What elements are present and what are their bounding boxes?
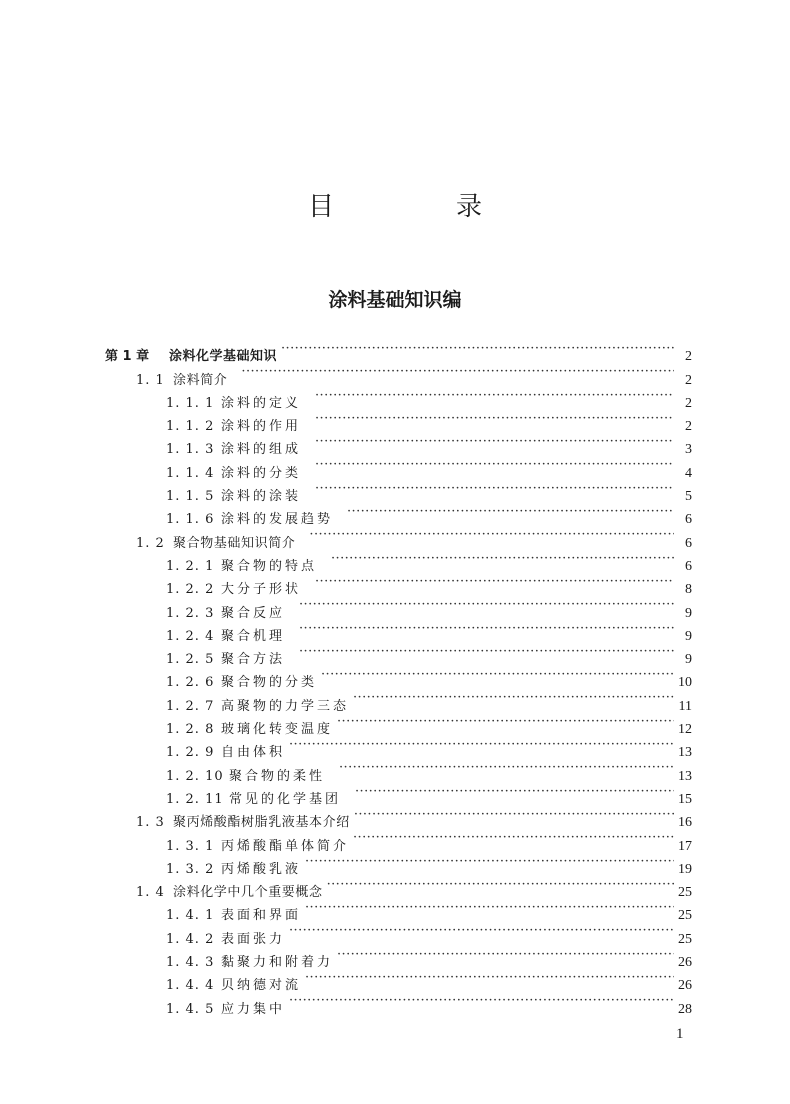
toc-dot-leader bbox=[353, 686, 674, 709]
toc-entry-page: 25 bbox=[678, 885, 692, 901]
section-title: 涂料基础知识编 bbox=[328, 289, 462, 311]
toc-dot-leader bbox=[339, 756, 674, 779]
toc-entry-number: 1. 3. 2 bbox=[166, 861, 215, 877]
toc-entry-number: 1. 1. 1 bbox=[166, 395, 215, 411]
toc-entry-title: 丙烯酸乳液 bbox=[221, 861, 302, 877]
toc-dot-leader bbox=[354, 803, 674, 826]
toc-entry-title: 涂料的作用 bbox=[221, 419, 302, 435]
toc-entry-page: 15 bbox=[678, 791, 692, 807]
toc-dot-leader bbox=[337, 943, 674, 966]
toc-entry-number: 1. 2. 11 bbox=[166, 791, 224, 807]
toc-entry-title: 应力集中 bbox=[221, 1001, 286, 1017]
toc-entry-title: 表面张力 bbox=[221, 931, 286, 947]
toc-entry-number: 1. 1. 6 bbox=[166, 512, 215, 528]
toc-entry-title: 高聚物的力学三态 bbox=[221, 698, 350, 714]
toc-dot-leader bbox=[337, 710, 674, 733]
toc-dot-leader bbox=[315, 430, 674, 453]
toc-entry-page: 13 bbox=[678, 745, 692, 761]
toc-dot-leader bbox=[289, 733, 674, 756]
toc-entry-number: 1. 2. 10 bbox=[166, 768, 224, 784]
toc-entry-number: 1. 4. 1 bbox=[166, 908, 215, 924]
toc-entry-number: 1. 4 bbox=[136, 885, 165, 901]
toc-entry-page: 13 bbox=[678, 768, 692, 784]
toc-dot-leader bbox=[321, 663, 674, 686]
toc-entry-title: 聚合反应 bbox=[221, 605, 286, 621]
toc-dot-leader bbox=[315, 570, 674, 593]
toc-entry-title: 玻璃化转变温度 bbox=[221, 722, 334, 738]
toc-entry-number: 1. 2. 9 bbox=[166, 745, 215, 761]
toc-dot-leader bbox=[309, 523, 674, 546]
toc-entry[interactable] bbox=[105, 337, 692, 365]
toc-entry-page: 28 bbox=[678, 1001, 692, 1017]
toc-entry-title: 自由体积 bbox=[221, 745, 286, 761]
toc-entry-title: 涂料的定义 bbox=[221, 395, 302, 411]
toc-dot-leader bbox=[305, 850, 674, 873]
toc-entry-number: 1. 2. 3 bbox=[166, 605, 215, 621]
toc-entry-page: 9 bbox=[685, 628, 692, 644]
toc-entry-number: 1. 2 bbox=[136, 535, 165, 551]
toc-entry-page: 9 bbox=[685, 605, 692, 621]
toc-entry-title: 涂料的发展趋势 bbox=[221, 512, 334, 528]
toc-dot-leader bbox=[315, 384, 674, 407]
toc-dot-leader bbox=[299, 593, 674, 616]
toc-entry-number: 1. 4. 2 bbox=[166, 931, 215, 947]
toc-entry-number: 1. 3. 1 bbox=[166, 838, 215, 854]
toc-entry-page: 4 bbox=[685, 465, 692, 481]
toc-dot-leader bbox=[327, 873, 674, 896]
toc-entry-page: 19 bbox=[678, 861, 692, 877]
table-of-contents bbox=[105, 337, 692, 1017]
toc-entry-number: 1. 1. 2 bbox=[166, 419, 215, 435]
toc-dot-leader bbox=[289, 919, 674, 942]
toc-dot-leader bbox=[355, 780, 674, 803]
toc-dot-leader bbox=[281, 337, 674, 360]
toc-entry-title: 涂料化学中几个重要概念 bbox=[173, 885, 323, 901]
toc-entry-page: 26 bbox=[678, 955, 692, 971]
toc-entry-page: 2 bbox=[685, 419, 692, 435]
toc-entry-page: 25 bbox=[678, 908, 692, 924]
toc-entry-number: 1. 1. 3 bbox=[166, 442, 215, 458]
toc-entry-number: 1. 4. 4 bbox=[166, 978, 215, 994]
toc-dot-leader bbox=[353, 826, 674, 849]
toc-entry-number: 1. 2. 4 bbox=[166, 628, 215, 644]
toc-entry-page: 2 bbox=[685, 395, 692, 411]
toc-dot-leader bbox=[347, 500, 674, 523]
toc-dot-leader bbox=[315, 407, 674, 430]
toc-entry-number: 1. 4. 3 bbox=[166, 955, 215, 971]
toc-dot-leader bbox=[305, 966, 674, 989]
toc-entry-number: 第 1 章 bbox=[105, 349, 150, 365]
toc-entry-number: 1. 2. 2 bbox=[166, 582, 215, 598]
toc-entry-title: 聚合物基础知识简介 bbox=[173, 535, 296, 551]
toc-entry-page: 6 bbox=[685, 535, 692, 551]
toc-entry-page: 6 bbox=[685, 512, 692, 528]
toc-dot-leader bbox=[299, 617, 674, 640]
toc-entry-page: 11 bbox=[678, 698, 692, 714]
toc-dot-leader bbox=[289, 989, 674, 1012]
toc-dot-leader bbox=[299, 640, 674, 663]
page-title: 目 录 bbox=[307, 192, 530, 222]
toc-entry-page: 2 bbox=[685, 372, 692, 388]
toc-entry-title: 涂料化学基础知识 bbox=[169, 349, 278, 365]
toc-dot-leader bbox=[315, 453, 674, 476]
toc-entry-page: 5 bbox=[685, 489, 692, 505]
toc-entry-number: 1. 2. 7 bbox=[166, 698, 215, 714]
toc-entry-page: 10 bbox=[678, 675, 692, 691]
toc-entry-number: 1. 1. 4 bbox=[166, 465, 215, 481]
toc-entry-page: 9 bbox=[685, 652, 692, 668]
toc-entry-title: 涂料的分类 bbox=[221, 465, 302, 481]
toc-entry-title: 涂料的组成 bbox=[221, 442, 302, 458]
toc-entry-title: 聚合物的柔性 bbox=[229, 768, 326, 784]
toc-entry-page: 2 bbox=[685, 349, 692, 365]
toc-entry-title: 聚合物的分类 bbox=[221, 675, 318, 691]
toc-entry-page: 6 bbox=[685, 558, 692, 574]
toc-entry-title: 涂料的涂装 bbox=[221, 489, 302, 505]
toc-entry-title: 聚合机理 bbox=[221, 628, 286, 644]
toc-entry-number: 1. 2. 8 bbox=[166, 722, 215, 738]
toc-entry-page: 26 bbox=[678, 978, 692, 994]
toc-entry-number: 1. 1. 5 bbox=[166, 489, 215, 505]
toc-dot-leader bbox=[315, 477, 674, 500]
toc-entry-title: 贝纳德对流 bbox=[221, 978, 302, 994]
toc-entry-number: 1. 3 bbox=[136, 815, 165, 831]
toc-entry-title: 大分子形状 bbox=[221, 582, 302, 598]
toc-entry-page: 8 bbox=[685, 582, 692, 598]
toc-entry-page: 16 bbox=[678, 815, 692, 831]
toc-dot-leader bbox=[241, 360, 674, 383]
toc-entry-title: 聚合物的特点 bbox=[221, 558, 318, 574]
toc-dot-leader bbox=[305, 896, 674, 919]
toc-entry-number: 1. 4. 5 bbox=[166, 1001, 215, 1017]
toc-entry-page: 25 bbox=[678, 931, 692, 947]
toc-entry-page: 3 bbox=[685, 442, 692, 458]
toc-entry-title: 黏聚力和附着力 bbox=[221, 955, 334, 971]
toc-entry-number: 1. 2. 5 bbox=[166, 652, 215, 668]
toc-entry-page: 17 bbox=[678, 838, 692, 854]
toc-entry-title: 丙烯酸酯单体简介 bbox=[221, 838, 350, 854]
toc-entry-number: 1. 2. 1 bbox=[166, 558, 215, 574]
toc-entry-page: 12 bbox=[678, 722, 692, 738]
toc-dot-leader bbox=[331, 547, 674, 570]
toc-entry-title: 涂料简介 bbox=[173, 372, 228, 388]
toc-entry-title: 聚合方法 bbox=[221, 652, 286, 668]
page-number: 1 bbox=[676, 1026, 684, 1042]
toc-entry-number: 1. 2. 6 bbox=[166, 675, 215, 691]
toc-entry-title: 常见的化学基团 bbox=[229, 791, 342, 807]
toc-entry-title: 表面和界面 bbox=[221, 908, 302, 924]
toc-entry-number: 1. 1 bbox=[136, 372, 165, 388]
toc-entry-title: 聚丙烯酸酯树脂乳液基本介绍 bbox=[173, 815, 350, 831]
